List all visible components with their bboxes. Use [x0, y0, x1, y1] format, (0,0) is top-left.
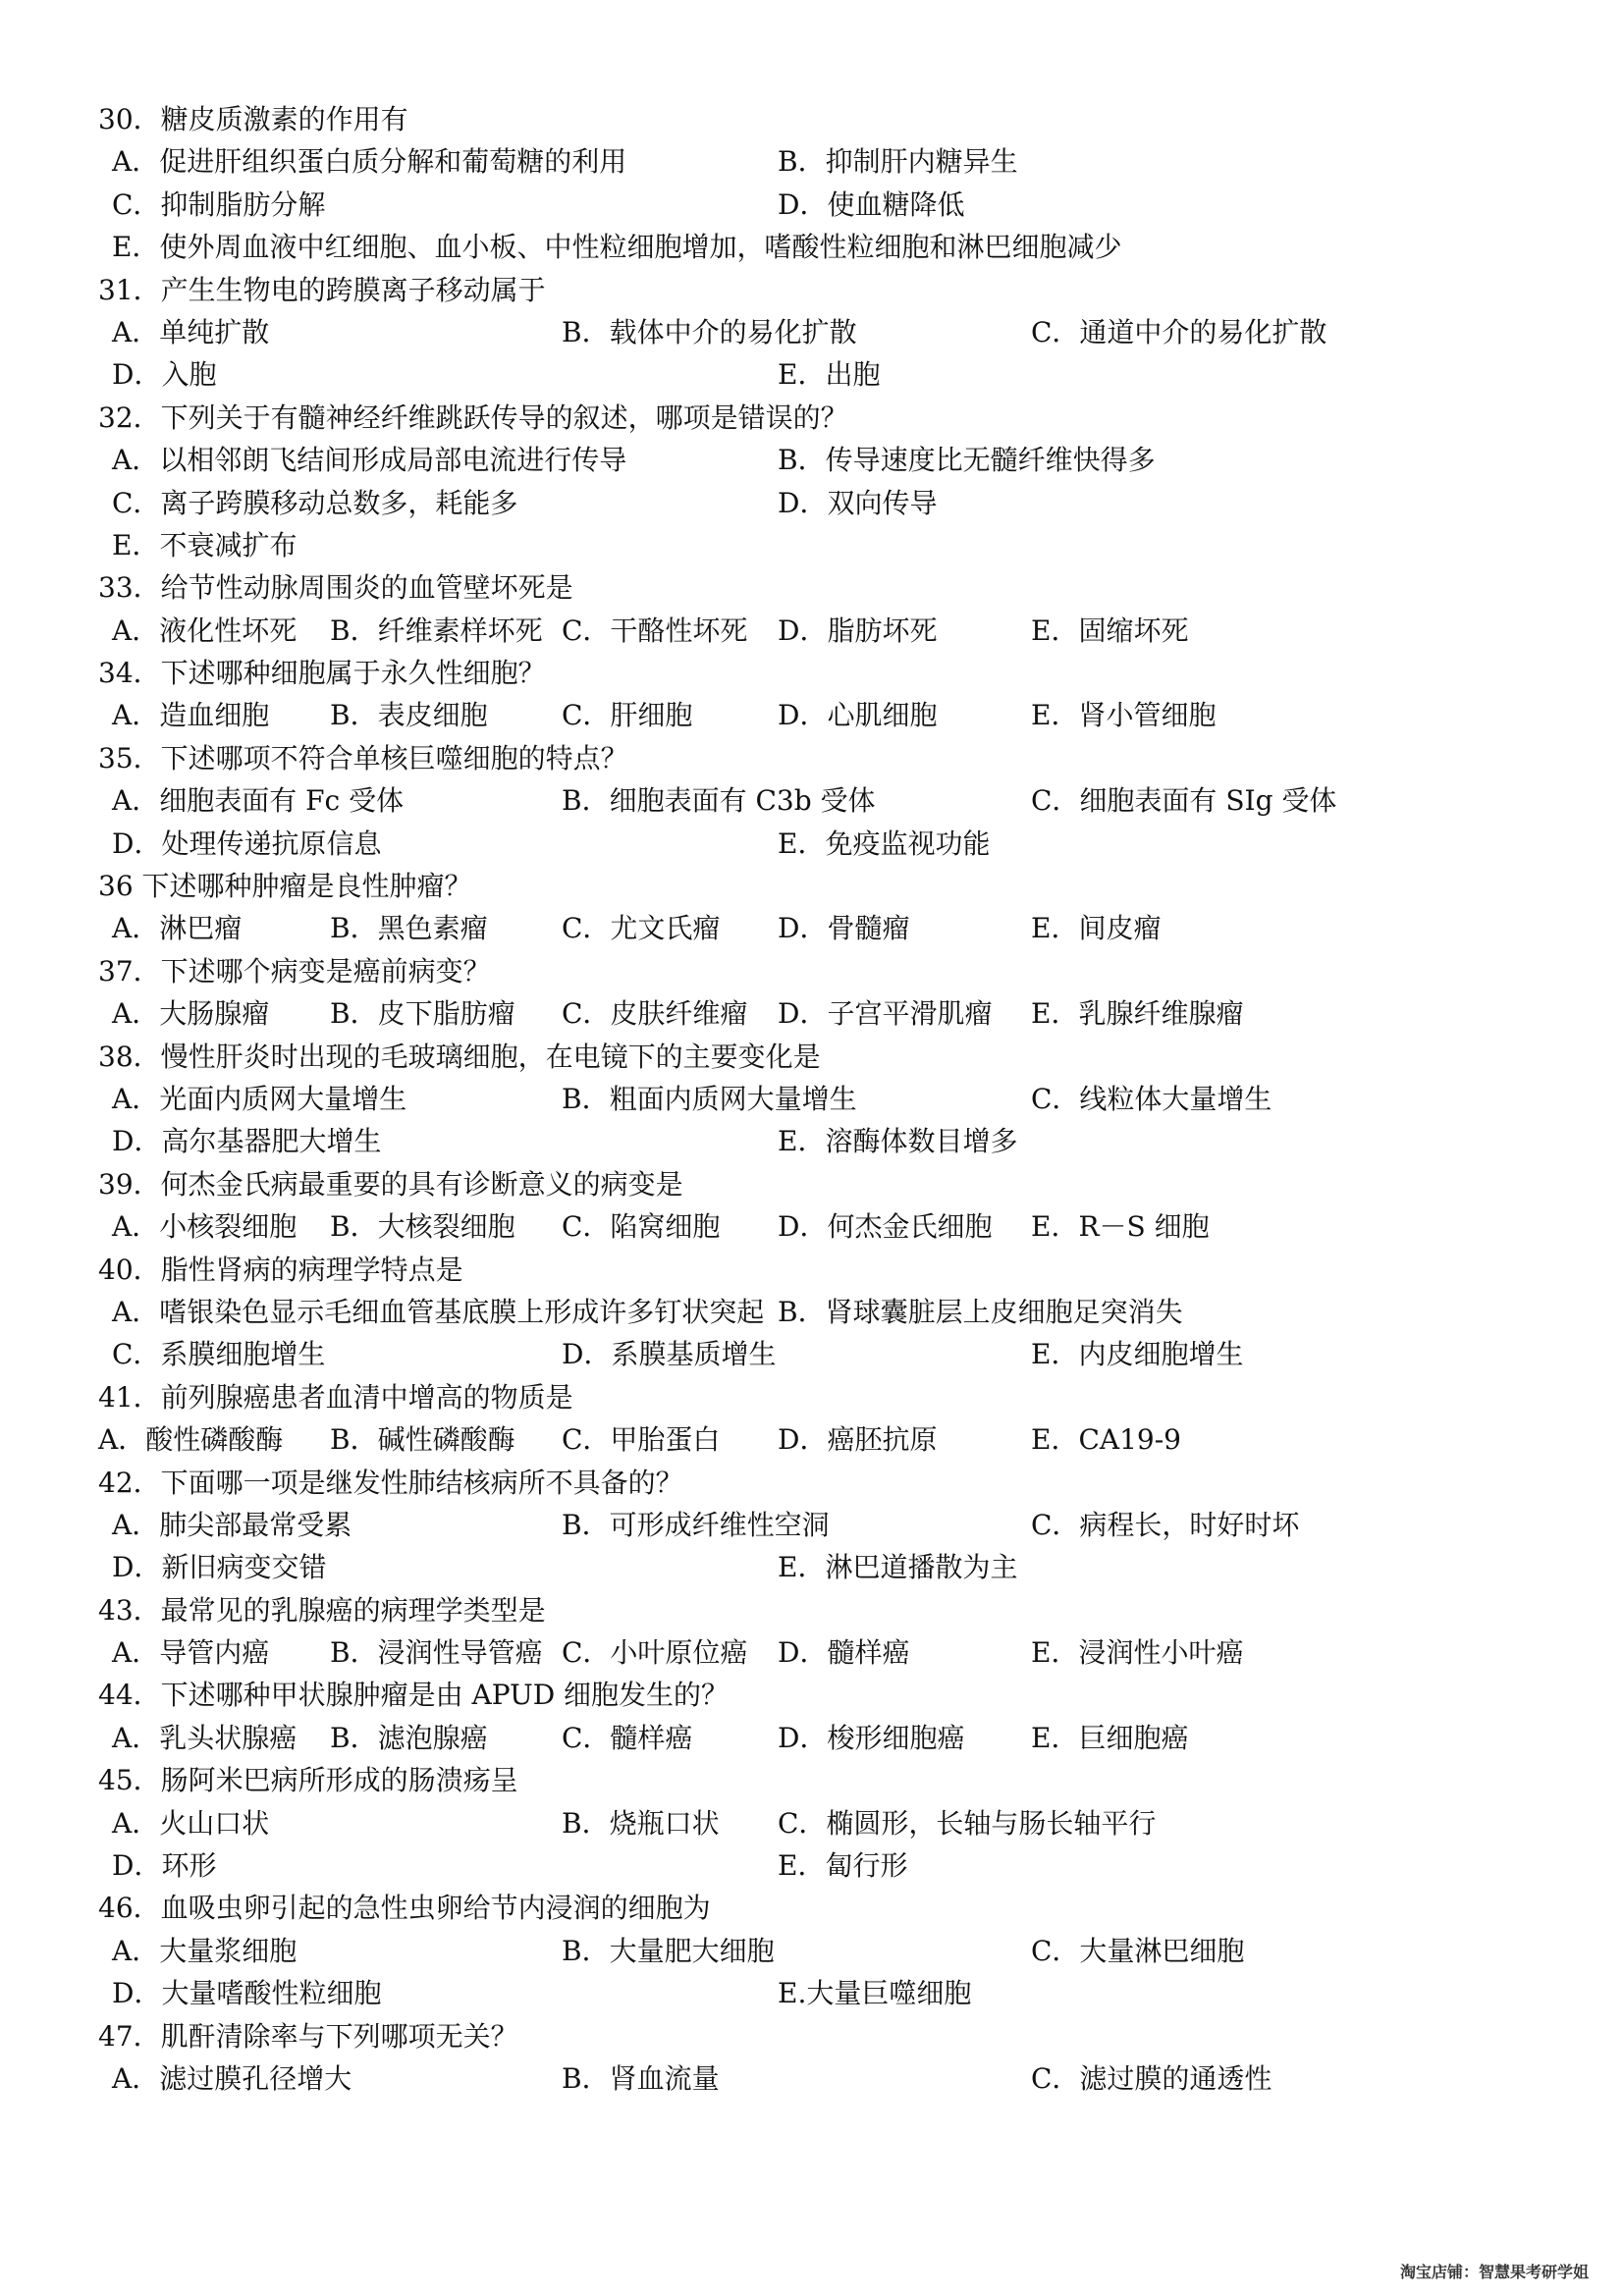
answer-option: E．淋巴道播散为主 — [778, 1551, 1018, 1584]
options-row — [98, 524, 1522, 566]
options-row — [98, 439, 1522, 481]
options-row — [98, 1844, 1522, 1887]
answer-option: E．内皮细胞增生 — [1031, 1338, 1244, 1371]
answer-option: D．大量嗜酸性粒细胞 — [112, 1977, 382, 2010]
options-row — [98, 1418, 1522, 1461]
options-row — [98, 907, 1522, 949]
options-row — [98, 779, 1522, 822]
answer-option: C．线粒体大量增生 — [1031, 1082, 1272, 1115]
answer-option: C．系膜细胞增生 — [112, 1338, 326, 1371]
answer-option: E．CA19-9 — [1031, 1423, 1181, 1457]
answer-option: A．液化性坏死 — [112, 614, 298, 647]
answer-option: A．大量浆细胞 — [112, 1934, 298, 1967]
options-row — [98, 1802, 1522, 1844]
answer-option: B．碱性磷酸酶 — [330, 1423, 515, 1457]
answer-option: B．滤泡腺癌 — [330, 1721, 488, 1754]
answer-option: C．离子跨膜移动总数多，耗能多 — [112, 486, 518, 519]
question-stem — [98, 950, 1522, 992]
options-row — [98, 1120, 1522, 1162]
answer-option: E．肾小管细胞 — [1031, 699, 1217, 732]
answer-option: C．小叶原位癌 — [562, 1636, 748, 1670]
question-text: 44．下述哪种甲状腺肿瘤是由 APUD 细胞发生的？ — [98, 1679, 730, 1712]
options-row — [98, 482, 1522, 524]
answer-option: D．子宫平滑肌瘤 — [778, 997, 993, 1031]
options-row — [98, 1717, 1522, 1759]
answer-option: A．乳头状腺癌 — [112, 1721, 298, 1754]
question-text: 43．最常见的乳腺癌的病理学类型是 — [98, 1593, 546, 1627]
answer-option: E．免疫监视功能 — [778, 827, 991, 860]
answer-option: A．酸性磷酸酶 — [98, 1423, 284, 1457]
options-row — [98, 610, 1522, 652]
answer-option: B．肾血流量 — [562, 2061, 720, 2095]
options-row — [98, 1930, 1522, 1972]
answer-option: A．细胞表面有 Fc 受体 — [112, 784, 405, 818]
answer-option: B．大量肥大细胞 — [562, 1934, 775, 1967]
answer-option: D．环形 — [112, 1849, 217, 1883]
question-text: 35．下述哪项不符合单核巨噬细胞的特点？ — [98, 741, 628, 774]
answer-option: E．使外周血液中红细胞、血小板、中性粒细胞增加，嗜酸性粒细胞和淋巴细胞减少 — [112, 231, 1122, 264]
answer-option: D．骨髓瘤 — [778, 912, 910, 945]
options-row — [98, 1205, 1522, 1248]
answer-option: B．皮下脂肪瘤 — [330, 997, 515, 1031]
options-row — [98, 1546, 1522, 1588]
question-stem — [98, 2015, 1522, 2057]
question-stem — [98, 1163, 1522, 1205]
answer-option: E．出胞 — [778, 358, 881, 392]
question-stem — [98, 1036, 1522, 1078]
answer-option: C．滤过膜的通透性 — [1031, 2061, 1272, 2095]
options-row — [98, 1291, 1522, 1333]
question-text: 31．产生生物电的跨膜离子移动属于 — [98, 273, 546, 306]
answer-option: D．梭形细胞癌 — [778, 1721, 965, 1754]
answer-option: D．心肌细胞 — [778, 699, 938, 732]
answer-option: E．R－S 细胞 — [1031, 1210, 1210, 1244]
question-text: 40．脂性肾病的病理学特点是 — [98, 1253, 463, 1286]
answer-option: C．病程长，时好时坏 — [1031, 1508, 1300, 1541]
question-text: 32．下列关于有髓神经纤维跳跃传导的叙述，哪项是错误的？ — [98, 400, 848, 434]
answer-option: B．黑色素瘤 — [330, 912, 488, 945]
answer-option: B．大核裂细胞 — [330, 1210, 515, 1244]
answer-option: C．肝细胞 — [562, 699, 693, 732]
answer-option: C．髓样癌 — [562, 1721, 693, 1754]
answer-option: D．双向传导 — [778, 486, 938, 519]
answer-option: A．光面内质网大量增生 — [112, 1082, 407, 1115]
answer-option: B．可形成纤维性空洞 — [562, 1508, 830, 1541]
answer-option: B．表皮细胞 — [330, 699, 488, 732]
answer-option: B．传导速度比无髓纤维快得多 — [778, 444, 1156, 477]
options-row — [98, 992, 1522, 1035]
question-text: 34．下述哪种细胞属于永久性细胞？ — [98, 657, 546, 690]
options-row — [98, 226, 1522, 268]
answer-option: C．大量淋巴细胞 — [1031, 1934, 1245, 1967]
answer-option: B．抑制肝内糖异生 — [778, 145, 1018, 179]
answer-option: A．造血细胞 — [112, 699, 270, 732]
exam-page — [98, 98, 1522, 2100]
question-stem — [98, 1376, 1522, 1418]
question-text: 42．下面哪一项是继发性肺结核病所不具备的？ — [98, 1466, 683, 1499]
answer-option: B．浸润性导管癌 — [330, 1636, 543, 1670]
answer-option: D．系膜基质增生 — [562, 1338, 777, 1371]
answer-option: E．乳腺纤维腺瘤 — [1031, 997, 1244, 1031]
question-stem — [98, 566, 1522, 609]
answer-option: C．抑制脂肪分解 — [112, 187, 326, 221]
question-stem — [98, 1887, 1522, 1929]
answer-option: B．粗面内质网大量增生 — [562, 1082, 857, 1115]
question-stem — [98, 652, 1522, 694]
answer-option: A．以相邻朗飞结间形成局部电流进行传导 — [112, 444, 627, 477]
options-row — [98, 823, 1522, 865]
answer-option: C．皮肤纤维瘤 — [562, 997, 748, 1031]
answer-option: D．癌胚抗原 — [778, 1423, 938, 1457]
answer-option: B．载体中介的易化扩散 — [562, 315, 857, 348]
question-text: 36 下述哪种肿瘤是良性肿瘤？ — [98, 870, 472, 903]
answer-option: C．通道中介的易化扩散 — [1031, 315, 1327, 348]
question-stem — [98, 397, 1522, 439]
answer-option: C．干酪性坏死 — [562, 614, 748, 647]
answer-option: A．肺尖部最常受累 — [112, 1508, 352, 1541]
answer-option: A．小核裂细胞 — [112, 1210, 298, 1244]
shop-watermark: 淘宝店铺：智慧果考研学姐 — [1399, 2263, 1589, 2281]
question-stem — [98, 865, 1522, 907]
question-stem — [98, 98, 1522, 140]
answer-option: A．滤过膜孔径增大 — [112, 2061, 352, 2095]
answer-option: C．椭圆形，长轴与肠长轴平行 — [778, 1806, 1157, 1840]
question-stem — [98, 269, 1522, 311]
answer-option: E．浸润性小叶癌 — [1031, 1636, 1244, 1670]
question-text: 37．下述哪个病变是癌前病变？ — [98, 954, 491, 988]
answer-option: A．导管内癌 — [112, 1636, 270, 1670]
options-row — [98, 1972, 1522, 2014]
answer-option: C．陷窝细胞 — [562, 1210, 721, 1244]
answer-option: E．匐行形 — [778, 1849, 908, 1883]
answer-option: A．火山口状 — [112, 1806, 270, 1840]
answer-option: A．促进肝组织蛋白质分解和葡萄糖的利用 — [112, 145, 627, 179]
answer-option: C．甲胎蛋白 — [562, 1423, 721, 1457]
answer-option: E.大量巨噬细胞 — [778, 1977, 972, 2010]
question-stem — [98, 737, 1522, 779]
question-text: 39．何杰金氏病最重要的具有诊断意义的病变是 — [98, 1167, 683, 1201]
answer-option: E．固缩坏死 — [1031, 614, 1189, 647]
answer-option: C．细胞表面有 SIg 受体 — [1031, 784, 1337, 818]
answer-option: E．间皮瘤 — [1031, 912, 1162, 945]
answer-option: A．大肠腺瘤 — [112, 997, 270, 1031]
answer-option: D．入胞 — [112, 358, 217, 392]
question-stem — [98, 1462, 1522, 1504]
options-row — [98, 1504, 1522, 1546]
question-text: 45．肠阿米巴病所形成的肠溃疡呈 — [98, 1764, 518, 1797]
answer-option: B．细胞表面有 C3b 受体 — [562, 784, 876, 818]
answer-option: B．肾球囊脏层上皮细胞足突消失 — [778, 1295, 1183, 1328]
answer-option: A．淋巴瘤 — [112, 912, 243, 945]
question-text: 30．糖皮质激素的作用有 — [98, 103, 408, 135]
options-row — [98, 184, 1522, 226]
options-row — [98, 694, 1522, 736]
question-stem — [98, 1759, 1522, 1801]
answer-option: D．处理传递抗原信息 — [112, 827, 382, 860]
options-row — [98, 311, 1522, 353]
answer-option: A．单纯扩散 — [112, 315, 270, 348]
options-row — [98, 1078, 1522, 1120]
answer-option: B．烧瓶口状 — [562, 1806, 720, 1840]
answer-option: D．髓样癌 — [778, 1636, 910, 1670]
question-stem — [98, 1249, 1522, 1291]
question-text: 47．肌酐清除率与下列哪项无关？ — [98, 2019, 518, 2053]
answer-option: E．不衰减扩布 — [112, 528, 298, 561]
answer-option: D．新旧病变交错 — [112, 1551, 327, 1584]
answer-option: E．巨细胞癌 — [1031, 1721, 1189, 1754]
question-text: 33．给节性动脉周围炎的血管壁坏死是 — [98, 571, 573, 605]
question-stem — [98, 1674, 1522, 1716]
options-row — [98, 1333, 1522, 1375]
answer-option: C．尤文氏瘤 — [562, 912, 721, 945]
answer-option: B．纤维素样坏死 — [330, 614, 543, 647]
options-row — [98, 353, 1522, 396]
answer-option: D．何杰金氏细胞 — [778, 1210, 993, 1244]
answer-option: A．嗜银染色显示毛细血管基底膜上形成许多钉状突起 — [112, 1295, 765, 1328]
options-row — [98, 140, 1522, 183]
question-text: 38．慢性肝炎时出现的毛玻璃细胞，在电镜下的主要变化是 — [98, 1040, 821, 1073]
question-stem — [98, 1589, 1522, 1631]
options-row — [98, 1631, 1522, 1674]
options-row — [98, 2057, 1522, 2100]
answer-option: D．使血糖降低 — [778, 187, 965, 221]
question-text: 41．前列腺癌患者血清中增高的物质是 — [98, 1380, 573, 1414]
answer-option: D．脂肪坏死 — [778, 614, 938, 647]
answer-option: E．溶酶体数目增多 — [778, 1125, 1018, 1158]
answer-option: D．高尔基器肥大增生 — [112, 1125, 382, 1158]
question-text: 46．血吸虫卵引起的急性虫卵给节内浸润的细胞为 — [98, 1892, 711, 1925]
